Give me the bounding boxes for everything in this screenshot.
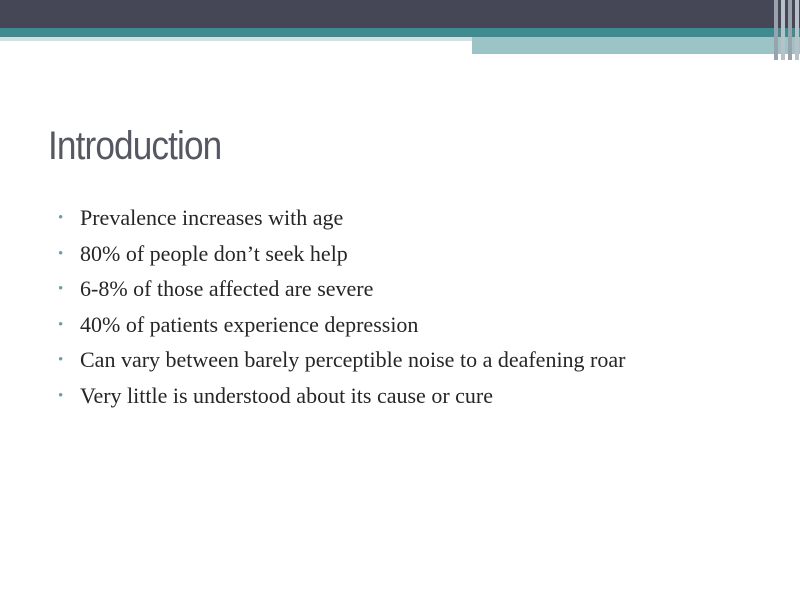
bullet-item [58,309,625,345]
bullet-dot-icon: • [58,281,64,297]
bullet-item [58,344,625,380]
bullet-dot-icon: • [58,352,64,368]
bullet-dot-icon: • [58,316,64,333]
bullet-text: 80% of people don’t seek help [80,240,348,266]
bullet-dot-icon: • [58,387,64,404]
bullet-item [58,380,625,416]
bullet-item [58,273,625,309]
bullet-item [58,202,625,238]
bullet-text: 6-8% of those affected are severe [80,276,374,301]
corner-stripes-decoration [772,0,800,60]
bullet-text: Prevalence increases with age [80,205,344,230]
bullet-text: 40% of patients experience depression [80,311,419,337]
bullet-list [58,202,625,415]
bullet-dot-icon: • [58,245,64,262]
bullet-dot-icon: • [58,210,64,226]
header-band-teal [0,28,800,37]
bullet-text: Very little is understood about its cause or cure [80,382,494,408]
slide-title: Introduction [48,124,222,168]
bullet-text: Can vary between barely perceptible noise to a deafening roar [80,347,626,372]
header-band-mid [472,37,800,54]
bullet-item [58,238,625,274]
header-band-light [0,37,472,41]
header-band-dark [0,0,800,28]
